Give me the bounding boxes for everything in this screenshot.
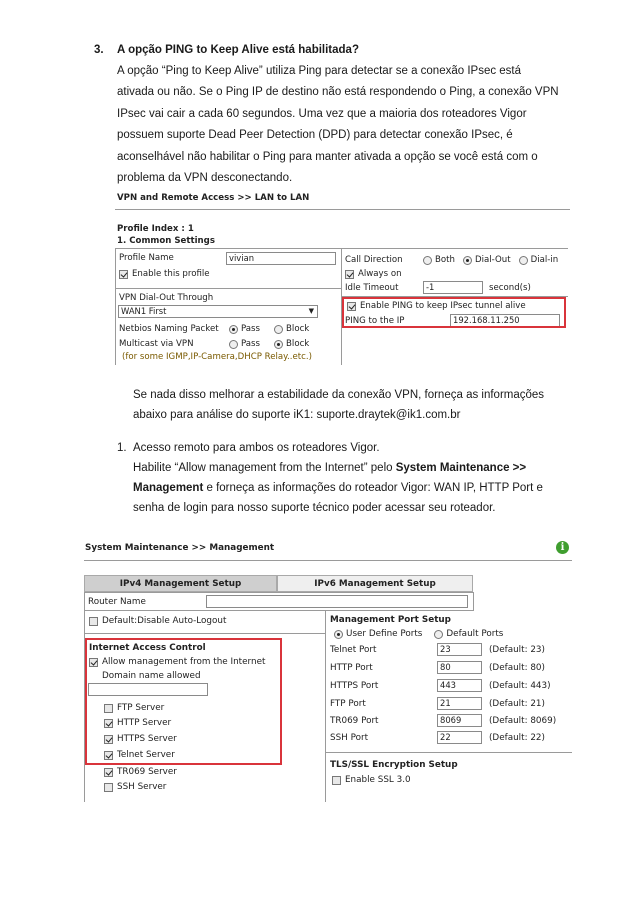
allow-mgmt-label: Allow management from the Internet [102,657,266,667]
title-divider [84,560,572,561]
netbios-label: Netbios Naming Packet [119,324,219,334]
item-line-text: e forneça as informações do roteador Vigor: WAN IP, HTTP Port e [203,482,543,494]
enable-ping-label: Enable PING to keep IPsec tunnel alive [360,301,526,311]
panel-top-border [84,592,474,593]
always-on-label: Always on [358,269,402,279]
auto-logout-row[interactable] [89,616,226,626]
port-input[interactable]: 21 [437,697,482,710]
idle-timeout-unit: second(s) [489,283,531,293]
access-control-highlight-box [85,638,282,765]
profile-name-label: Profile Name [119,253,174,263]
panel-divider [325,752,572,753]
enable-profile-checkbox[interactable] [119,270,128,279]
server-row[interactable] [104,767,177,777]
router-name-input[interactable] [206,595,468,608]
server-checkbox[interactable] [104,783,113,792]
support-line: abaixo para análise do suporte iK1: suporte.draytek@ik1.com.br [133,409,461,421]
tab-ipv6-management[interactable]: IPv6 Management Setup [277,575,473,592]
port-default: (Default: 23) [489,645,545,655]
multicast-pass-radio[interactable] [229,340,238,349]
port-label: Telnet Port [330,645,377,655]
server-checkbox[interactable] [104,768,113,777]
item-line: senha de login para nosso suporte técnico poder acessar seu roteador. [133,502,496,514]
paragraph-line: possuem suporte Dead Peer Detection (DPD) para detectar conexão IPsec, é [117,129,513,141]
router-name-label: Router Name [88,597,146,607]
server-label: FTP Server [117,703,165,713]
call-direction-both-radio[interactable] [423,256,432,265]
netbios-row [119,324,309,334]
port-label: TR069 Port [330,716,379,726]
server-label: Telnet Server [117,750,175,760]
panel-divider [84,610,474,611]
menu-path: System Maintenance >> [395,462,527,474]
always-on-checkbox[interactable] [345,270,354,279]
enable-profile-label: Enable this profile [132,269,210,279]
internet-access-control-heading: Internet Access Control [89,643,206,653]
port-input[interactable]: 22 [437,731,482,744]
ping-ip-input[interactable]: 192.168.11.250 [450,314,560,327]
port-label: HTTPS Port [330,681,379,691]
server-label: SSH Server [117,782,167,792]
port-label: SSH Port [330,733,369,743]
netbios-block-label: Block [286,324,310,334]
dialout-through-label: VPN Dial-Out Through [119,293,214,303]
port-mode-row [334,629,503,639]
port-label: HTTP Port [330,663,373,673]
multicast-block-radio[interactable] [274,340,283,349]
tls-setup-heading: TLS/SSL Encryption Setup [330,760,458,770]
user-define-ports-label: User Define Ports [346,629,423,639]
support-line: Se nada disso melhorar a estabilidade da conexão VPN, forneça as informações [133,389,545,401]
port-default: (Default: 443) [489,681,551,691]
multicast-note: (for some IGMP,IP-Camera,DHCP Relay..etc.) [122,352,312,362]
ping-highlight-box [342,297,566,328]
item-title: Acesso remoto para ambos os roteadores Vigor. [133,442,380,454]
column-divider [325,610,326,802]
paragraph-line: IPsec vai cair a cada 60 segundos. Uma vez que a maioria dos roteadores Vigor [117,108,527,120]
multicast-label: Multicast via VPN [119,339,194,349]
dialout-through-select[interactable] [118,305,318,318]
call-direction-dialin-label: Dial-in [530,255,559,265]
auto-logout-checkbox[interactable] [89,617,98,626]
management-page-title: System Maintenance >> Management [85,543,275,553]
port-label: FTP Port [330,699,366,709]
panel-divider [115,288,341,289]
port-default: (Default: 8069) [489,716,557,726]
port-input[interactable]: 443 [437,679,482,692]
port-default: (Default: 21) [489,699,545,709]
call-direction-row [345,255,558,265]
paragraph-line: ativada ou não. Se o Ping IP de destino não está respondendo o Ping, a conexão VPN [117,86,559,98]
multicast-row [119,339,309,349]
vpn-page-title: VPN and Remote Access >> LAN to LAN [117,193,310,203]
item-number: 1. [117,442,127,454]
enable-ssl-checkbox[interactable] [332,776,341,785]
call-direction-dialin-radio[interactable] [519,256,528,265]
common-settings-heading: 1. Common Settings [117,236,215,246]
enable-ssl-label: Enable SSL 3.0 [345,775,411,785]
server-label: HTTPS Server [117,734,177,744]
server-label: TR069 Server [117,767,177,777]
section-number: 3. [94,44,104,56]
idle-timeout-label: Idle Timeout [345,283,399,293]
profile-name-input[interactable]: vivian [226,252,336,265]
default-ports-radio[interactable] [434,630,443,639]
netbios-pass-radio[interactable] [229,325,238,334]
multicast-block-label: Block [286,339,310,349]
call-direction-dialout-label: Dial-Out [474,255,511,265]
title-divider [115,209,570,210]
multicast-pass-label: Pass [241,339,261,349]
item-line [133,458,526,480]
panel-right-border [473,592,474,610]
always-on-row[interactable] [345,269,402,279]
port-input[interactable]: 80 [437,661,482,674]
port-default: (Default: 80) [489,663,545,673]
enable-profile-row[interactable] [119,269,210,279]
call-direction-label: Call Direction [345,255,403,265]
netbios-block-radio[interactable] [274,325,283,334]
panel-divider [84,633,325,634]
paragraph-line: aconselhável não habilitar o Ping para manter ativada a opção se você está com o [117,151,538,163]
profile-index: Profile Index : 1 [117,224,194,234]
server-label: HTTP Server [117,718,172,728]
port-input[interactable]: 23 [437,643,482,656]
call-direction-dialout-radio[interactable] [463,256,472,265]
port-input[interactable]: 8069 [437,714,482,727]
item-line-text: Habilite “Allow management from the Internet” pelo [133,462,396,474]
call-direction-both-label: Both [435,255,455,265]
port-default: (Default: 22) [489,733,545,743]
dropdown-arrow-icon: ▼ [308,307,314,315]
domain-allowed-label: Domain name allowed [102,671,201,681]
tab-ipv4-management[interactable]: IPv4 Management Setup [84,575,277,592]
mgmt-port-setup-heading: Management Port Setup [330,615,451,625]
idle-timeout-input[interactable]: -1 [423,281,483,294]
ping-ip-label: PING to the IP [345,316,405,326]
section-heading: A opção PING to Keep Alive está habilitada? [117,44,359,56]
server-row[interactable] [104,782,166,792]
info-icon[interactable]: i [556,541,569,554]
default-ports-label: Default Ports [446,629,504,639]
auto-logout-label: Default:Disable Auto-Logout [102,616,227,626]
paragraph-line: problema da VPN desconectando. [117,172,293,184]
enable-ssl-row[interactable] [332,775,411,785]
paragraph-line: A opção “Ping to Keep Alive” utiliza Ping para detectar se a conexão IPsec está [117,65,522,77]
netbios-pass-label: Pass [241,324,261,334]
dialout-through-value: WAN1 First [121,306,167,316]
menu-path: Management [133,482,204,494]
panel-left-border [115,248,116,365]
user-define-ports-radio[interactable] [334,630,343,639]
item-line [133,478,543,500]
